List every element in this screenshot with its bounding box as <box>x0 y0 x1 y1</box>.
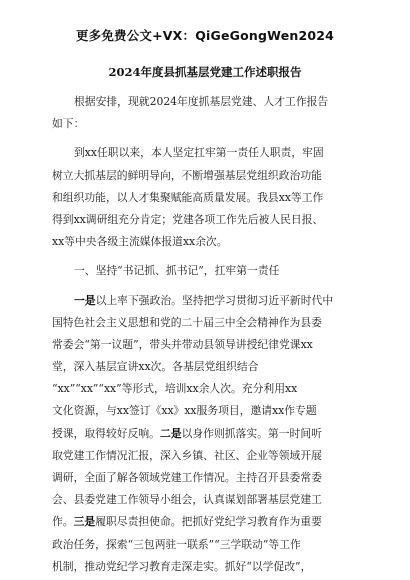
document-body <box>52 91 362 578</box>
body-line: 到xx任职以来，本人坚定扛牢第一责任人职责，牢固 <box>74 146 324 160</box>
body-line <box>52 290 362 312</box>
body-line: “xx”“xx”“xx”等形式，培训xx余人次。充分利用xx <box>52 382 298 396</box>
body-line-text: 以上率下强政治。坚持把学习贯彻习近平新时代中 <box>95 293 334 307</box>
body-line: 根据安排，现就2024年度抓基层党建、人才工作报告 <box>74 95 329 108</box>
body-line-text: 以身作则抓落实。第一时间听 <box>181 426 322 440</box>
body-line: 堂，深入基层宣讲xx次。各基层党组织结合 <box>52 360 259 374</box>
body-line-text: 履职尽责担使命。把抓好党纪学习教育作为重要 <box>95 515 322 529</box>
body-line: 如下： <box>52 117 85 131</box>
body-line: xx等中央各级主流媒体报道xx余次。 <box>52 235 228 249</box>
body-line: 取党建工作情况汇报，深入乡镇、社区、企业等领域开展 <box>52 448 322 462</box>
body-line: 得到xx调研组充分肯定；党建各项工作先后被人民日报、 <box>52 212 324 226</box>
emphasis-lead: 二是 <box>159 426 182 440</box>
body-line <box>52 511 362 533</box>
body-line: 和组织功能，以人才集聚赋能高质量发展。我县xx等工作 <box>52 190 324 204</box>
body-line: 文化资源，与xx签订《xx》xx服务项目，邀请xx作专题 <box>52 404 317 418</box>
body-line-pre: 作。 <box>52 515 74 529</box>
body-line: 调研，全面了解各领域党建工作情况。主持召开县委常委 <box>52 471 322 484</box>
header-banner: 更多免费公文+VX：QiGeGongWen2024 <box>75 28 335 43</box>
body-line: 会、县委党建工作领导小组会，认真谋划部署基层党建工 <box>52 493 322 507</box>
body-line: 树立大抓基层的鲜明导向，不断增强基层党组织政治功能 <box>52 168 322 182</box>
body-line: 政治任务，探索“三包两驻一联系”“三学联动”等工作 <box>52 537 301 551</box>
document-title: 2024年度县抓基层党建工作述职报告 <box>108 65 302 79</box>
body-line-pre: 授课，取得较好反响。 <box>52 426 160 440</box>
section-heading: 一、坚持“书记抓、抓书记”，扛牢第一责任 <box>74 264 280 278</box>
body-line: 常委会“第一议题”，带头并带动县领导讲授纪律党课xx <box>52 337 313 351</box>
emphasis-lead: 一是 <box>74 293 96 307</box>
body-line <box>52 423 362 445</box>
body-line: 国特色社会主义思想和党的二十届三中全会精神作为县委 <box>52 315 322 329</box>
body-line: 机制，推动党纪学习教育走深走实。抓好“以学促改”， <box>52 559 312 573</box>
emphasis-lead: 三是 <box>73 515 96 529</box>
